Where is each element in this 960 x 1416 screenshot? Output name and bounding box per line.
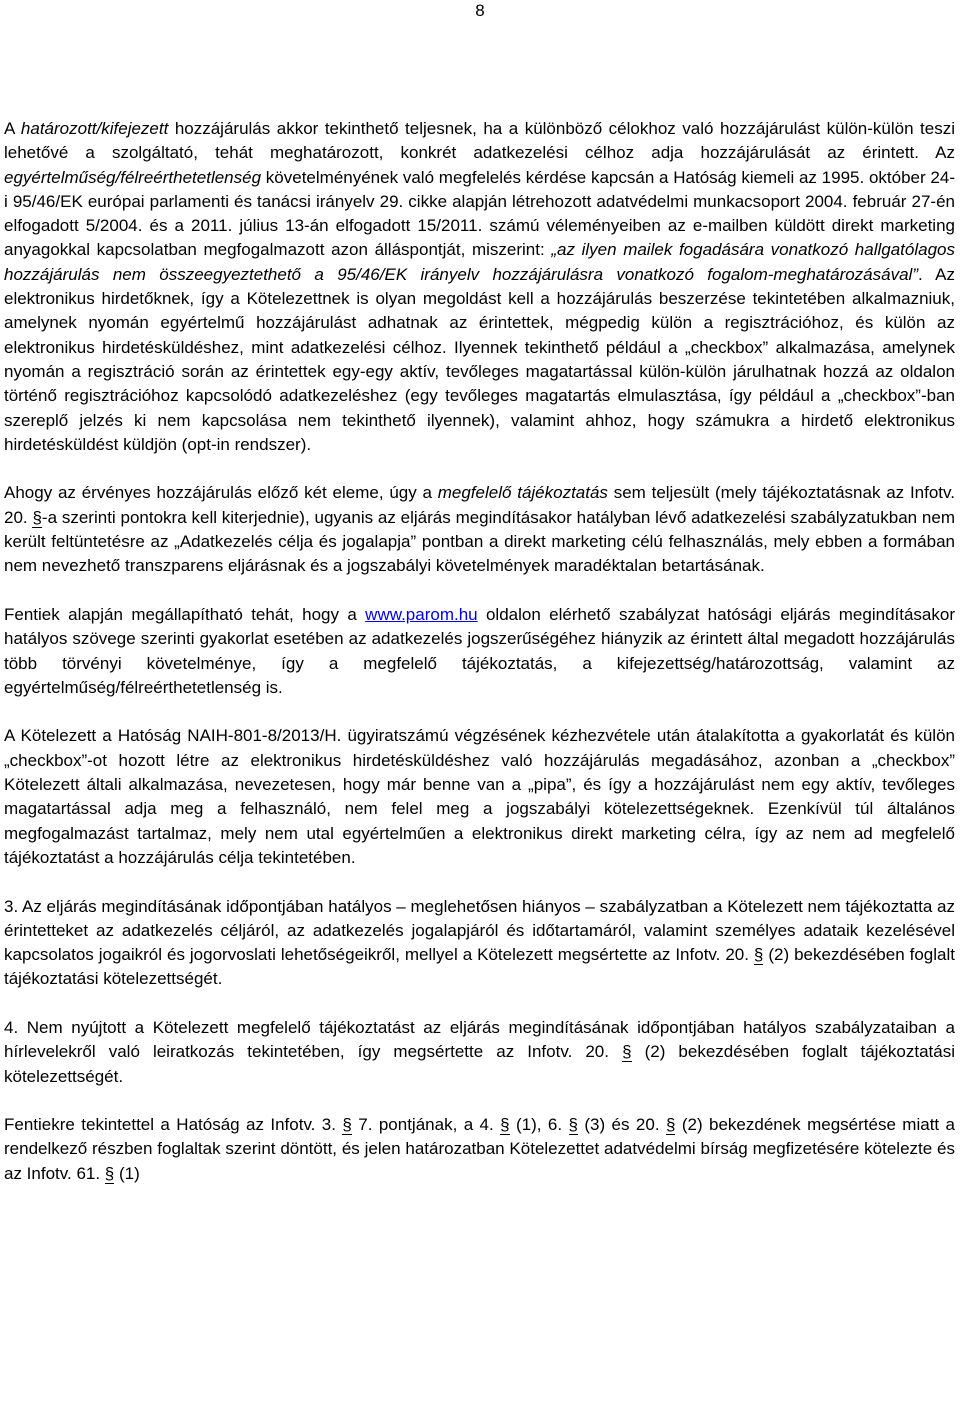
paragraph [4,1113,955,1186]
text-run: Fentiek alapján megállapítható tehát, hogy a [4,604,366,624]
text-run: Fentiekre tekintettel a Hatóság az Infotv. 3. [4,1115,343,1135]
paragraph [4,117,955,457]
text-run: -a szerinti pontokra kell kiterjednie), ugyanis az eljárás megindításakor hatályban lévő adatkezelési szabályzatukban nem került feltüntetésre az „Adatkezelés célja és jogalapja” pontban a direkt marketing célú felhasználás, mely ebben a formában nem nevezhető transzparens eljárásnak és a jogszabályi követelmények maradéktalan betartásának. [4,507,955,576]
text-run: (2) bekezdének megsértése miatt a rendelkező részben foglaltak szerint döntött, és jelen határozatban Kötelezettet adatvédelmi bírság megfizetésére kötelezte és az Infotv. 61. [4,1115,956,1183]
section-sign: § [32,507,42,527]
text-run: A Kötelezett a Hatóság NAIH-801-8/2013/H. ügyiratszámú végzésének kézhezvétele után átalakította a gyakorlatát és külön „checkbox”-ot hozott létre az elektronikus hirdetésküldéshez való hozzájárulás megadásához, azonban a „checkbox” Kötelezett általi alkalmazása, nevezetesen, hogy már benne van a „pipa”, és így a hozzájárulást nem egy aktív, tevőleges magatartással adja meg a felhasználó, nem felel meg a jogszabályi kötelezettségeknek. Ezenkívül túl általános megfogalmazást tartalmaz, mely nem utal egyértelműen a elektronikus direkt marketing célra, így az nem ad megfelelő tájékoztatást a hozzájárulás célja tekintetében. [4,726,955,867]
paragraph [4,603,955,700]
text-run: . Az elektronikus hirdetőknek, így a Kötelezettnek is olyan megoldást kell a hozzájárulás beszerzése tekintetében alkalmazniuk, amelynek nyomán egyértelmű hozzájárulást adhatnak az érintettek, mégpedig külön a regisztrációhoz, és külön az elektronikus hirdetésküldéshez, mint adatkezelési célhoz. Ilyennek tekinthető például a „checkbox” alkalmazása, amelynek nyomán a regisztráció során az érintettek egy-egy aktív, tevőleges magatartással külön-külön járulhatnak hozzá az oldalon történő regisztrációhoz kapcsolódó adatkezeléshez (egy tevőleges magatartás elmulasztása, így például a „checkbox”-ban szereplő jelzés ki nem kapcsolása nem tekinthető ilyennek), valamint ahhoz, hogy számukra a hirdető elektronikus hirdetésküldést küldjön (opt-in rendszer). [4,264,955,454]
document-body [4,117,955,1186]
text-run: (2) bekezdésében foglalt tájékoztatási kötelezettségét. [4,1042,955,1086]
italic-text: határozott/kifejezett [20,119,169,138]
section-sign: § [342,1115,352,1135]
text-run: sem teljesült (mely tájékoztatásnak az Infotv. 20. [4,483,955,527]
text-run: (1) [114,1163,140,1183]
text-run: oldalon elérhető szabályzat hatósági eljárás megindításakor hatályos szövege szerinti gyakorlat esetében az adatkezelés jogszerűségéhez hiányzik az érintett által megadott hozzájárulás több törvényi követelménye, így a megfelelő tájékoztatás, a kifejezettség/határozottság, valamint az egyértelműség/félreérthetetlenség is. [4,604,955,697]
text-run: Ahogy az érvényes hozzájárulás előző két eleme, úgy a [4,483,438,503]
section-sign: § [665,1115,676,1135]
text-run: követelményének való megfelelés kérdése kapcsán a Hatóság kiemeli az 1995. október 24-i 95/46/EK európai parlamenti és tanácsi irányelv 29. cikke alapján létrehozott adatvédelmi munkacsoport 2004. február 27-én elfogadott 5/2004. és a 2011. július 13-án elfogadott 15/2011. számú véleményeiben az e-mailben küldött direkt marketing anyagokkal kapcsolatban megfogalmazott azon álláspontját, miszerint: [4,167,955,260]
section-sign: § [104,1163,115,1183]
paragraph [4,724,955,870]
text-run: 3. Az eljárás megindításának időpontjában hatályos – meglehetősen hiányos – szabályzatban a Kötelezett nem tájékoztatta az érintetteket az adatkezelés céljáról, az adatkezelés jogalapjáról és időtartamáról, valamint személyes adataik kezelésével kapcsolatos jogaikról és jogorvoslati lehetőségeikről, mellyel a Kötelezett megsértette az Infotv. 20. [4,896,955,965]
text-run: (3) és 20. [577,1115,666,1135]
italic-text: „az ilyen mailek fogadására vonatkozó hallgatólagos hozzájárulás nem összeegyeztethető a 95/46/EK irányelv hozzájárulásra vonatkozó fogalom-meghatározásával” [4,240,955,284]
italic-text: egyértelműség/félreérthetetlenség [4,167,262,187]
text-run: (2) bekezdésében foglalt tájékoztatási kötelezettségét. [4,945,955,989]
section-sign: § [568,1115,578,1135]
text-run: 7. pontjának, a 4. [351,1115,501,1135]
paragraph [4,1016,955,1089]
text-run: A [4,119,21,138]
paragraph [4,481,955,578]
text-run: hozzájárulás akkor tekinthető teljesnek, ha a különböző célokhoz való hozzájárulást külön-külön teszi lehetővé a szolgáltató, tehát meghatározott, konkrét adatkezelési célhoz adja hozzájárulását az érintett. Az [4,119,955,163]
link[interactable]: www.parom.hu [365,604,478,624]
text-run: (1), 6. [509,1115,569,1135]
section-sign: § [500,1115,510,1135]
section-sign: § [622,1042,632,1062]
page-number: 8 [475,1,485,20]
section-sign: § [753,945,764,965]
italic-text: megfelelő tájékoztatás [437,483,608,503]
text-run: 4. Nem nyújtott a Kötelezett megfelelő tájékoztatást az eljárás megindításának időpontjában hatályos szabályzataiban a hírlevelekről való leiratkozás tekintetében, így megsértette az Infotv. 20. [4,1017,955,1062]
paragraph [4,895,955,992]
